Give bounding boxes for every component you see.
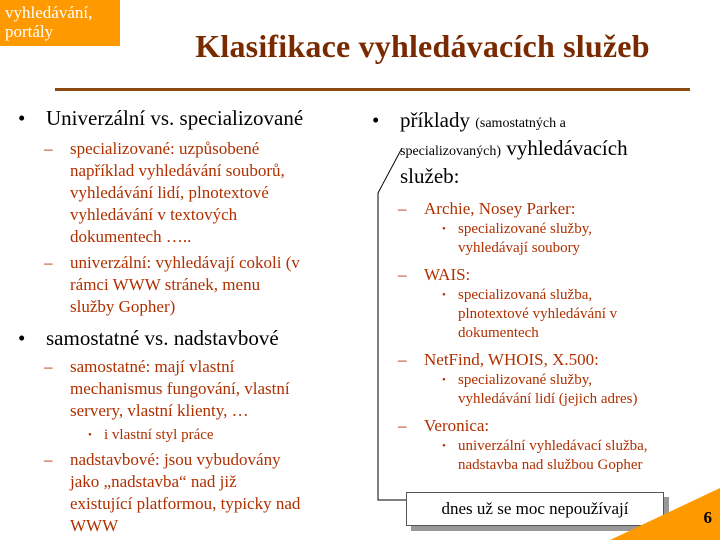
text-line: specializovaná služba, bbox=[458, 287, 593, 303]
right-item-4-desc bbox=[372, 437, 717, 475]
page-number: 6 bbox=[703, 508, 712, 527]
text-line: samostatné: mají vlastní bbox=[70, 357, 235, 376]
left-sub-1 bbox=[18, 138, 368, 248]
text-line: WWW bbox=[70, 516, 119, 535]
text-part: služeb: bbox=[400, 164, 460, 188]
text-line: univerzální vyhledávací služba, bbox=[458, 438, 648, 454]
right-item-1-desc bbox=[372, 220, 717, 258]
text-line: specializované: uzpůsobené bbox=[70, 139, 260, 158]
left-sub-2 bbox=[18, 252, 368, 318]
text-line: univerzální: vyhledávají cokoli (v bbox=[70, 253, 300, 272]
topic-tag-line1: vyhledávání, bbox=[5, 3, 93, 22]
text-line: existující platformou, typicky nad bbox=[70, 494, 301, 513]
dash-icon: – bbox=[398, 199, 407, 218]
bullet-dot-icon: • bbox=[18, 326, 26, 350]
dash-icon: – bbox=[398, 265, 407, 284]
dash-icon: – bbox=[44, 450, 53, 469]
right-item-3-desc bbox=[372, 371, 717, 409]
text-line: vyhledávání v textových bbox=[70, 205, 238, 224]
text-part: (samostatných a bbox=[475, 116, 566, 131]
text-line: WAIS: bbox=[424, 265, 471, 284]
text-line: vyhledávání lidí (jejich adres) bbox=[458, 391, 638, 407]
left-column bbox=[18, 106, 368, 537]
text-line: nadstavba nad službou Gopher bbox=[458, 457, 643, 473]
topic-tag-line2: portály bbox=[5, 22, 54, 41]
text-line: dokumentech bbox=[458, 325, 539, 341]
bullet-dot-icon: • bbox=[88, 429, 92, 441]
text-part: příklady bbox=[400, 108, 470, 132]
text-line: specializované služby, bbox=[458, 372, 592, 388]
right-column bbox=[372, 108, 717, 475]
text-line: rámci WWW stránek, menu bbox=[70, 275, 261, 294]
right-item-2 bbox=[372, 264, 717, 286]
text-line: vyhledávání lidí, plnotextové bbox=[70, 183, 269, 202]
bullet-dot-icon: • bbox=[442, 440, 446, 452]
text-line: Veronica: bbox=[424, 416, 490, 435]
text-line: specializované služby, bbox=[458, 221, 592, 237]
text-line: dokumentech ….. bbox=[70, 227, 192, 246]
left-sub-3 bbox=[18, 356, 368, 422]
text-line: mechanismus fungování, vlastní bbox=[70, 379, 290, 398]
dash-icon: – bbox=[398, 416, 407, 435]
left-bullet-1 bbox=[18, 106, 368, 130]
text-line: vyhledávají soubory bbox=[458, 240, 581, 256]
left-sub-3-detail bbox=[18, 426, 368, 445]
right-bullet-1 bbox=[372, 108, 717, 188]
dash-icon: – bbox=[398, 350, 407, 369]
bullet-dot-icon: • bbox=[442, 374, 446, 386]
text-line: Archie, Nosey Parker: bbox=[424, 199, 576, 218]
right-item-1 bbox=[372, 198, 717, 220]
text-line: servery, vlastní klienty, … bbox=[70, 401, 249, 420]
dash-icon: – bbox=[44, 357, 53, 376]
text-line: jako „nadstavba“ nad již bbox=[70, 472, 237, 491]
bullet-dot-icon: • bbox=[442, 223, 446, 235]
text-part: vyhledávacích bbox=[506, 136, 628, 160]
right-item-2-desc bbox=[372, 286, 717, 343]
left-bullet-2-text: samostatné vs. nadstavbové bbox=[46, 326, 279, 350]
title-divider bbox=[55, 88, 690, 91]
dash-icon: – bbox=[44, 139, 53, 158]
bullet-dot-icon: • bbox=[372, 108, 380, 132]
left-sub-4 bbox=[18, 449, 368, 537]
right-item-4 bbox=[372, 415, 717, 437]
bullet-dot-icon: • bbox=[442, 289, 446, 301]
callout-box: dnes už se moc nepoužívají bbox=[406, 492, 664, 526]
bullet-dot-icon: • bbox=[18, 106, 26, 130]
left-bullet-1-text: Univerzální vs. specializované bbox=[46, 106, 304, 130]
text-part: specializovaných) bbox=[400, 144, 502, 159]
slide-title: Klasifikace vyhledávacích služeb bbox=[195, 28, 650, 64]
text-line: nadstavbové: jsou vybudovány bbox=[70, 450, 281, 469]
text-line: i vlastní styl práce bbox=[104, 427, 214, 443]
text-line: plnotextové vyhledávání v bbox=[458, 306, 618, 322]
text-line: například vyhledávání souborů, bbox=[70, 161, 285, 180]
dash-icon: – bbox=[44, 253, 53, 272]
right-item-3 bbox=[372, 349, 717, 371]
left-bullet-2 bbox=[18, 326, 368, 350]
text-line: služby Gopher) bbox=[70, 297, 176, 316]
text-line: NetFind, WHOIS, X.500: bbox=[424, 350, 599, 369]
